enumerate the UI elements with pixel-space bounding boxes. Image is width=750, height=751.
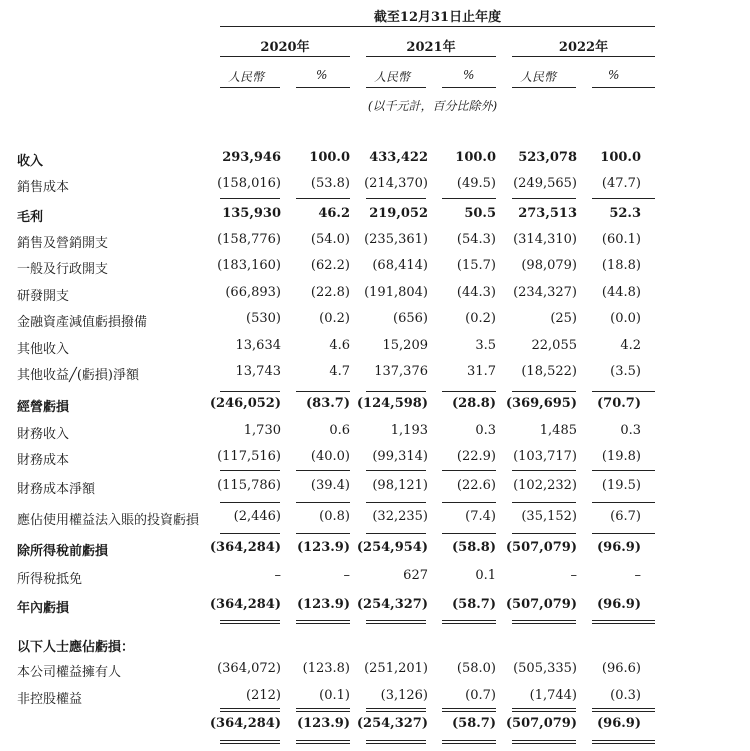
amount-cell: 22,055 [531,338,577,353]
row-label: 收入 [17,154,44,169]
percent-cell: (123.9) [296,716,350,731]
table-row [0,285,750,305]
row-label: 所得稅抵免 [17,572,83,587]
percent-cell: 0.3 [620,423,641,438]
amount-cell: (183,160) [217,258,281,273]
year-2021: 2021年 [406,40,456,55]
subtotal-rule [592,502,655,503]
row-label: 研發開支 [17,289,70,304]
amount-cell: (66,893) [225,285,281,300]
table-row [0,688,750,708]
currency-label-2021: 人民幣 [374,70,411,84]
amount-cell: (3,126) [380,688,428,703]
amount-cell: (656) [393,311,428,326]
subtotal-rule [442,198,496,199]
header-rule [220,26,655,27]
percent-cell: (83.7) [306,396,350,411]
percent-cell: (123.8) [302,661,350,676]
table-row [0,338,750,358]
percent-cell: 52.3 [609,206,641,221]
subtotal-rule [592,391,655,392]
table-row [0,150,750,170]
row-label: 一般及行政開支 [17,262,109,277]
amount-cell: (364,284) [209,597,281,612]
percent-cell: (3.5) [610,364,641,379]
subtotal-rule [296,198,350,199]
row-label: 金融資產減值虧損撥備 [17,315,148,330]
table-row [0,540,750,560]
amount-cell: – [570,568,577,583]
subtotal-rule [512,711,576,712]
amount-cell: (364,284) [209,540,281,555]
percent-cell: (39.4) [310,478,350,493]
percent-cell: 3.5 [475,338,496,353]
table-row [0,206,750,226]
subtotal-rule [512,391,576,392]
percent-cell: (96.9) [597,540,641,555]
percent-cell: 100.0 [600,150,641,165]
percent-label-2021: % [463,68,475,82]
row-label: 其他收益╱(虧損)淨額 [17,368,139,383]
amount-cell: (98,079) [521,258,577,273]
row-label: 經營虧損 [17,400,70,415]
table-row [0,716,750,736]
year-2022-rule [512,56,655,57]
table-row [0,636,750,656]
total-double-rule [512,620,576,624]
amount-cell: (158,016) [217,176,281,191]
percent-cell: (19.8) [601,449,641,464]
subtotal-rule [366,711,426,712]
percent-cell: 0.1 [475,568,496,583]
amount-cell: 13,634 [235,338,281,353]
amount-cell: (18,522) [521,364,577,379]
amount-cell: (25) [550,311,577,326]
percent-cell: (0.8) [319,509,350,524]
units-note: (以千元計，百分比除外) [367,99,498,113]
amount-cell: (234,327) [513,285,577,300]
percent-cell: 0.3 [475,423,496,438]
amount-cell: (505,335) [513,661,577,676]
percent-label-2022: % [608,68,620,82]
percent-cell: (54.0) [310,232,350,247]
table-row [0,364,750,384]
row-label: 應佔使用權益法入賬的投資虧損 [17,513,200,528]
currency-label-2022: 人民幣 [520,70,557,84]
amount-cell: (1,744) [529,688,577,703]
amount-cell: (364,284) [209,716,281,731]
percent-cell: (19.5) [601,478,641,493]
percent-cell: (60.1) [601,232,641,247]
percent-cell: (96.6) [601,661,641,676]
percent-cell: (0.1) [319,688,350,703]
table-row [0,597,750,617]
amount-cell: (254,327) [356,716,428,731]
currency-label-2020: 人民幣 [228,70,265,84]
percent-cell: 0.6 [329,423,350,438]
subtotal-rule [366,391,426,392]
amount-cell: – [274,568,281,583]
row-label: 銷售成本 [17,180,70,195]
percent-cell: – [343,568,350,583]
amount-cell: 13,743 [235,364,281,379]
subtotal-rule [442,711,496,712]
amount-cell: (530) [246,311,281,326]
percent-cell: (47.7) [601,176,641,191]
amount-cell: (507,079) [505,540,577,555]
amount-cell: (158,776) [217,232,281,247]
amount-cell: 1,485 [539,423,577,438]
percent-cell: (44.8) [601,285,641,300]
subtotal-rule [296,502,350,503]
percent-cell: (15.7) [456,258,496,273]
amount-cell: (235,361) [364,232,428,247]
amount-cell: (115,786) [217,478,281,493]
amount-cell: 1,193 [390,423,428,438]
row-label: 財務成本淨額 [17,482,96,497]
total-double-rule [220,740,280,744]
row-label: 財務成本 [17,453,70,468]
amount-cell: 135,930 [222,206,281,221]
unit-rule [296,87,350,88]
subtotal-rule [592,470,655,471]
amount-cell: 219,052 [369,206,428,221]
amount-cell: 523,078 [518,150,577,165]
amount-cell: (369,695) [505,396,577,411]
table-row [0,258,750,278]
unit-rule [366,87,426,88]
subtotal-rule [512,533,576,534]
percent-cell: (54.3) [456,232,496,247]
subtotal-rule [512,198,576,199]
percent-cell: (18.8) [601,258,641,273]
amount-cell: (251,201) [364,661,428,676]
total-double-rule [592,740,655,744]
table-row [0,311,750,331]
percent-cell: (53.8) [310,176,350,191]
table-row [0,661,750,681]
total-double-rule [442,620,496,624]
subtotal-rule [366,533,426,534]
unit-rule [512,87,576,88]
total-double-rule [366,620,426,624]
percent-cell: (0.0) [610,311,641,326]
unit-rule [592,87,655,88]
period-heading: 截至12月31日止年度 [373,10,502,25]
subtotal-rule [442,533,496,534]
subtotal-rule [220,533,280,534]
percent-cell: 50.5 [464,206,496,221]
percent-cell: 100.0 [309,150,350,165]
total-double-rule [296,740,350,744]
subtotal-rule [220,502,280,503]
amount-cell: (68,414) [372,258,428,273]
year-2020-rule [220,56,350,57]
subtotal-rule [366,470,426,471]
percent-cell: (40.0) [310,449,350,464]
subtotal-rule [296,711,350,712]
table-row [0,449,750,469]
percent-cell: (58.7) [452,597,496,612]
amount-cell: (191,804) [364,285,428,300]
amount-cell: (314,310) [513,232,577,247]
table-row [0,176,750,196]
amount-cell: 293,946 [222,150,281,165]
percent-cell: 4.7 [329,364,350,379]
amount-cell: 627 [403,568,428,583]
percent-cell: (123.9) [296,597,350,612]
amount-cell: (212) [246,688,281,703]
subtotal-rule [442,470,496,471]
row-label: 銷售及營銷開支 [17,236,109,251]
percent-cell: (0.3) [610,688,641,703]
amount-cell: (364,072) [217,661,281,676]
subtotal-rule [592,711,655,712]
row-label: 除所得稅前虧損 [17,544,109,559]
subtotal-rule [366,198,426,199]
percent-cell: (28.8) [452,396,496,411]
row-label: 以下人士應佔虧損： [17,640,135,655]
percent-cell: 100.0 [455,150,496,165]
amount-cell: (98,121) [372,478,428,493]
table-row [0,423,750,443]
table-row [0,568,750,588]
subtotal-rule [592,533,655,534]
percent-cell: 46.2 [318,206,350,221]
percent-cell: (0.2) [465,311,496,326]
amount-cell: (117,516) [217,449,281,464]
year-2021-rule [366,56,496,57]
subtotal-rule [296,470,350,471]
amount-cell: (507,079) [505,597,577,612]
percent-label-2020: % [316,68,328,82]
amount-cell: (102,232) [513,478,577,493]
total-double-rule [296,620,350,624]
percent-cell: 4.2 [620,338,641,353]
subtotal-rule [220,391,280,392]
percent-cell: (7.4) [465,509,496,524]
table-row [0,478,750,498]
percent-cell: (123.9) [296,540,350,555]
amount-cell: (214,370) [364,176,428,191]
amount-cell: (35,152) [521,509,577,524]
subtotal-rule [512,470,576,471]
percent-cell: (22.6) [456,478,496,493]
percent-cell: (70.7) [597,396,641,411]
row-label: 財務收入 [17,427,70,442]
row-label: 年內虧損 [17,601,70,616]
unit-rule [442,87,496,88]
amount-cell: (32,235) [372,509,428,524]
subtotal-rule [220,198,280,199]
subtotal-rule [366,502,426,503]
subtotal-rule [442,391,496,392]
row-label: 毛利 [17,210,44,225]
year-2022: 2022年 [558,40,609,55]
subtotal-rule [512,502,576,503]
percent-cell: – [634,568,641,583]
amount-cell: 273,513 [518,206,577,221]
table-row [0,232,750,252]
percent-cell: (6.7) [610,509,641,524]
percent-cell: (49.5) [456,176,496,191]
total-double-rule [220,620,280,624]
year-2020: 2020年 [260,40,310,55]
percent-cell: (44.3) [456,285,496,300]
subtotal-rule [220,711,280,712]
amount-cell: 15,209 [382,338,428,353]
total-double-rule [592,620,655,624]
percent-cell: (96.9) [597,597,641,612]
percent-cell: (0.2) [319,311,350,326]
percent-cell: (58.8) [452,540,496,555]
subtotal-rule [296,533,350,534]
amount-cell: (249,565) [513,176,577,191]
subtotal-rule [296,391,350,392]
unit-rule [220,87,280,88]
amount-cell: (124,598) [356,396,428,411]
amount-cell: (254,327) [356,597,428,612]
percent-cell: (0.7) [465,688,496,703]
percent-cell: (22.8) [310,285,350,300]
amount-cell: (507,079) [505,716,577,731]
amount-cell: 1,730 [243,423,281,438]
percent-cell: (58.0) [456,661,496,676]
amount-cell: (254,954) [356,540,428,555]
amount-cell: 433,422 [369,150,428,165]
percent-cell: (62.2) [310,258,350,273]
subtotal-rule [442,502,496,503]
subtotal-rule [592,198,655,199]
total-double-rule [366,740,426,744]
total-double-rule [512,740,576,744]
percent-cell: (96.9) [597,716,641,731]
row-label: 本公司權益擁有人 [17,665,122,680]
percent-cell: 31.7 [467,364,496,379]
amount-cell: (99,314) [372,449,428,464]
subtotal-rule [220,470,280,471]
table-row [0,396,750,416]
percent-cell: 4.6 [329,338,350,353]
amount-cell: (2,446) [233,509,281,524]
total-double-rule [442,740,496,744]
amount-cell: (246,052) [209,396,281,411]
row-label: 非控股權益 [17,692,83,707]
amount-cell: 137,376 [374,364,428,379]
table-row [0,509,750,529]
row-label: 其他收入 [17,342,70,357]
percent-cell: (58.7) [452,716,496,731]
percent-cell: (22.9) [456,449,496,464]
amount-cell: (103,717) [513,449,577,464]
